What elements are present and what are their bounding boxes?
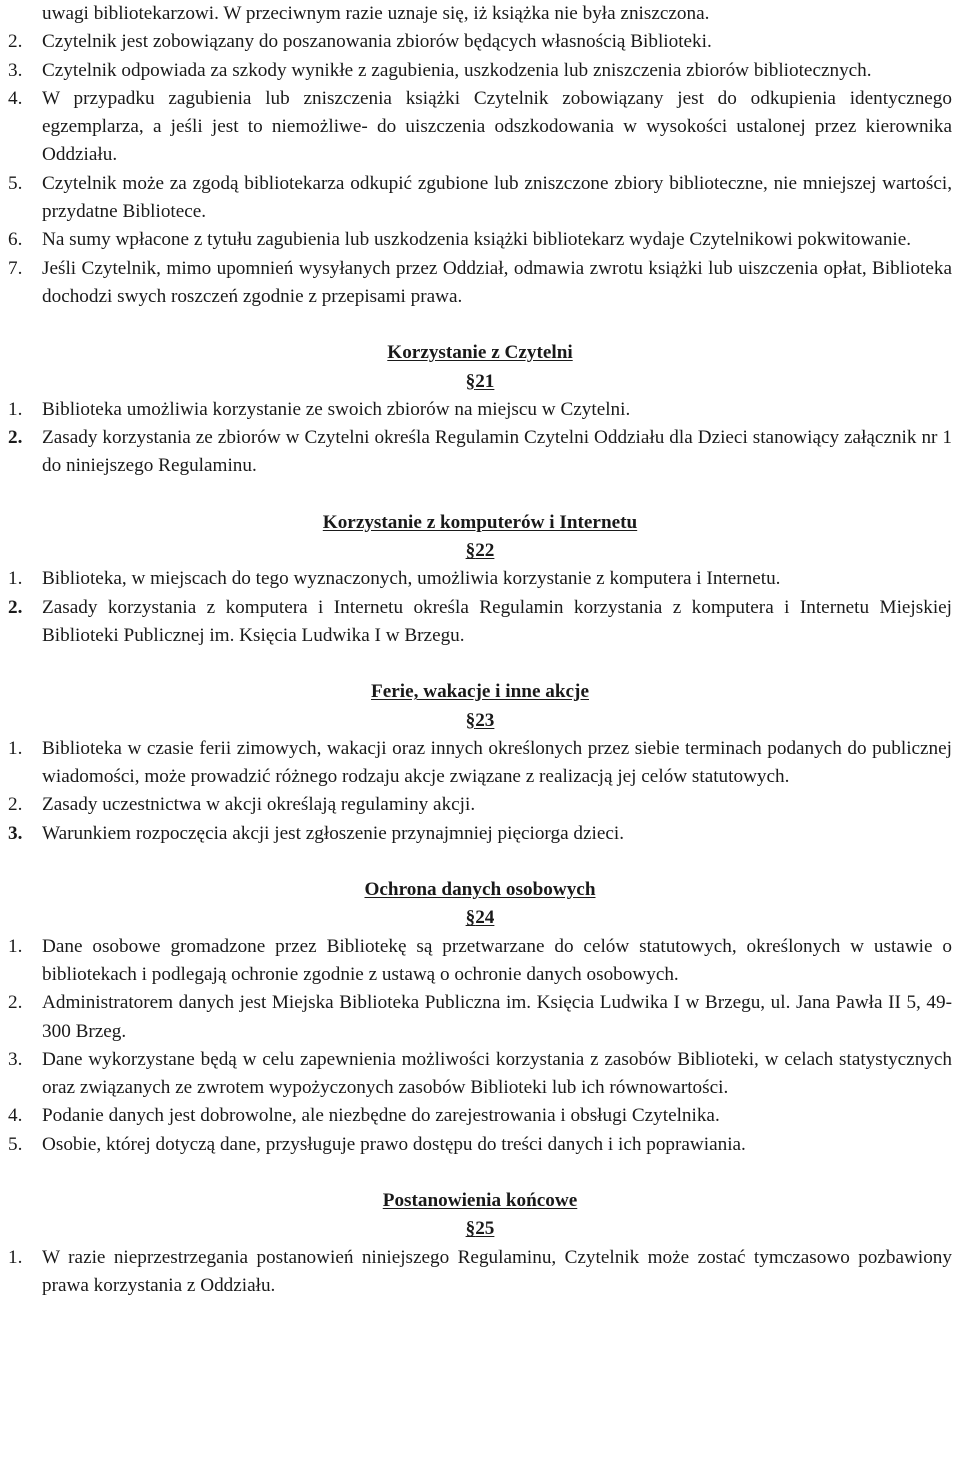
list-item (8, 85, 952, 170)
item-number: 1. (8, 568, 23, 590)
item-number: 2. (8, 31, 23, 53)
section-list (8, 1244, 952, 1301)
item-number: 5. (8, 172, 23, 194)
list-item (8, 255, 952, 312)
item-text: W przypadku zagubienia lub zniszczenia książki Czytelnik zobowiązany jest do odkupienia identycznego egzemplarza, a jeśli jest to niemożliwe- do uiszczenia odszkodowania w wysokości ustalonej przez kierownika Oddziału. (42, 87, 952, 166)
section-number (8, 368, 952, 396)
item-number: 1. (8, 398, 23, 420)
section-number-value: 23 (475, 709, 495, 731)
item-number: 2. (8, 427, 23, 449)
list-item (8, 28, 952, 56)
item-text: Czytelnik odpowiada za szkody wynikłe z zagubienia, uszkodzenia lub zniszczenia zbiorów bibliotecznych. (42, 59, 872, 81)
section-list (8, 933, 952, 1159)
item-text: Administratorem danych jest Miejska Biblioteka Publiczna im. Księcia Ludwika I w Brzegu, ul. Jana Pawła II 5, 49-300 Brzeg. (42, 992, 952, 1042)
paragraph-sign-icon: § (465, 370, 476, 392)
item-number: 1. (8, 935, 23, 957)
list-item (8, 396, 952, 424)
item-text: Osobie, której dotyczą dane, przysługuje prawo dostępu do treści danych i ich poprawiania. (42, 1133, 746, 1155)
item-text: Dane osobowe gromadzone przez Bibliotekę są przetwarzane do celów statutowych, określonych w ustawie o bibliotekach i podlegają ochronie zgodnie z ustawą o ochronie danych osobowych. (42, 935, 952, 985)
list-item (8, 1102, 952, 1130)
paragraph-sign-icon: § (465, 907, 476, 929)
item-text: Czytelnik jest zobowiązany do poszanowania zbiorów będących własnością Biblioteki. (42, 31, 712, 53)
item-number: 3. (8, 1048, 23, 1070)
section-list (8, 735, 952, 848)
section-number-value: 22 (475, 540, 495, 562)
list-item (8, 57, 952, 85)
item-text: Warunkiem rozpoczęcia akcji jest zgłoszenie przynajmniej pięciorga dzieci. (42, 822, 624, 844)
item-text: Biblioteka, w miejscach do tego wyznaczonych, umożliwia korzystanie z komputera i Internetu. (42, 568, 781, 590)
list-item (8, 989, 952, 1046)
item-number: 4. (8, 1105, 23, 1127)
list-item (8, 735, 952, 792)
section-number-value: 21 (475, 370, 495, 392)
item-text: uwagi bibliotekarzowi. W przeciwnym razie uznaje się, iż książka nie była zniszczona. (42, 3, 710, 24)
item-number: 1. (8, 1246, 23, 1268)
section-title: Ochrona danych osobowych (364, 879, 596, 901)
item-number: 5. (8, 1133, 23, 1155)
section-number (8, 1215, 952, 1243)
section-list (8, 396, 952, 481)
list-item (8, 424, 952, 481)
section-number-value: 25 (475, 1218, 495, 1240)
item-number: 4. (8, 87, 23, 109)
item-number: 1. (8, 737, 23, 759)
list-item (8, 226, 952, 254)
item-text: Zasady uczestnictwa w akcji określają regulaminy akcji. (42, 794, 476, 816)
list-item (8, 170, 952, 227)
section-title: Korzystanie z komputerów i Internetu (322, 511, 638, 533)
list-item (8, 933, 952, 990)
paragraph-sign-icon: § (465, 1218, 476, 1240)
item-number: 3. (8, 822, 23, 844)
section-list (8, 565, 952, 650)
section-number (8, 904, 952, 932)
item-text: Na sumy wpłacone z tytułu zagubienia lub uszkodzenia książki bibliotekarz wydaje Czytelnikowi pokwitowanie. (42, 229, 912, 251)
item-text: Podanie danych jest dobrowolne, ale niezbędne do zarejestrowania i obsługi Czytelnika. (42, 1105, 720, 1127)
list-item (8, 820, 952, 848)
list-item (8, 791, 952, 819)
item-text: Zasady korzystania z komputera i Internetu określa Regulamin korzystania z komputera i Internetu Miejskiej Biblioteki Publicznej im. Księcia Ludwika I w Brzegu. (42, 596, 952, 646)
section-number-value: 24 (475, 907, 495, 929)
paragraph-sign-icon: § (465, 709, 476, 731)
item-text: Zasady korzystania ze zbiorów w Czytelni określa Regulamin Czytelni Oddziału dla Dzieci stanowiący załącznik nr 1 do niniejszego Regulaminu. (42, 427, 952, 477)
item-number: 2. (8, 794, 23, 816)
item-number: 7. (8, 257, 23, 279)
item-text: Jeśli Czytelnik, mimo upomnień wysyłanych przez Oddział, odmawia zwrotu książki lub uiszczenia opłat, Biblioteka dochodzi swych roszczeń zgodnie z przepisami prawa. (42, 257, 952, 307)
list-item (8, 594, 952, 651)
item-number: 3. (8, 59, 23, 81)
top-list (8, 0, 952, 311)
item-text: Biblioteka w czasie ferii zimowych, wakacji oraz innych określonych przez siebie terminach podanych do publicznej wiadomości, może prowadzić różnego rodzaju akcje związane z realizacją jej celów statutowych. (42, 737, 952, 788)
section-title: Ferie, wakacje i inne akcje (371, 681, 589, 703)
list-item (8, 565, 952, 593)
section-title: Postanowienia końcowe (382, 1189, 578, 1211)
item-number: 2. (8, 596, 23, 618)
list-item (8, 0, 952, 28)
list-item (8, 1131, 952, 1159)
paragraph-sign-icon: § (465, 540, 476, 562)
section-title: Korzystanie z Czytelni (387, 342, 573, 364)
item-text: Czytelnik może za zgodą bibliotekarza odkupić zgubione lub zniszczone zbiory biblioteczne, nie mniejszej wartości, przydatne Bibliotece. (42, 172, 952, 223)
list-item (8, 1244, 952, 1301)
item-text: Dane wykorzystane będą w celu zapewnienia możliwości korzystania z zasobów Biblioteki, w celach statystycznych oraz związanych ze zwrotem wypożyczonych zasobów Biblioteki lub ich równowartości. (42, 1048, 952, 1099)
item-number: 6. (8, 229, 23, 251)
item-number: 2. (8, 992, 23, 1014)
section-number (8, 537, 952, 565)
item-text: W razie nieprzestrzegania postanowień niniejszego Regulaminu, Czytelnik może zostać tymczasowo pozbawiony prawa korzystania z Oddziału. (42, 1246, 952, 1296)
item-text: Biblioteka umożliwia korzystanie ze swoich zbiorów na miejscu w Czytelni. (42, 398, 631, 420)
section-number (8, 707, 952, 735)
list-item (8, 1046, 952, 1103)
